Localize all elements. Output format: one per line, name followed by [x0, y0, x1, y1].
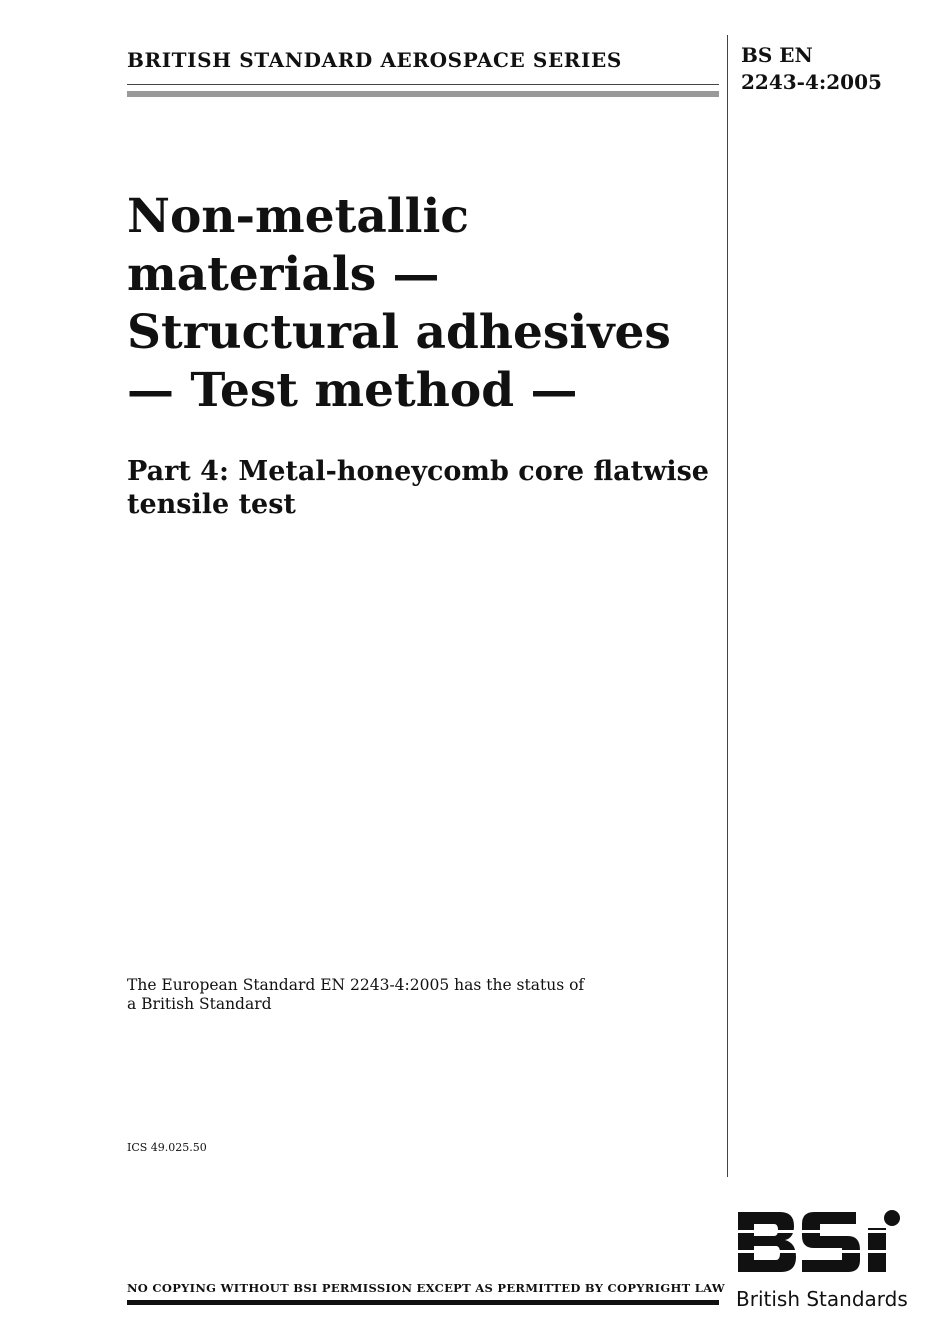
page-title: Non-metallic materials — Structural adhesives — Test method — — [127, 189, 671, 418]
status-statement: The European Standard EN 2243-4:2005 has the status of a British Standard — [127, 976, 585, 1013]
document-number-line2: 2243-4:2005 — [741, 70, 882, 94]
header-rule-thick — [127, 91, 719, 97]
copyright-notice: NO COPYING WITHOUT BSI PERMISSION EXCEPT AS PERMITTED BY COPYRIGHT LAW — [127, 1281, 726, 1295]
bsi-logo-mark — [736, 1210, 906, 1272]
part-title: Part 4: Metal-honeycomb core flatwise tensile test — [127, 456, 709, 520]
ics-code: ICS 49.025.50 — [127, 1141, 207, 1154]
header-rule-thin — [127, 84, 719, 85]
footer-rule — [127, 1300, 719, 1305]
bsi-logo-text: British Standards — [736, 1287, 908, 1311]
series-title: BRITISH STANDARD AEROSPACE SERIES — [127, 48, 622, 72]
document-number — [741, 42, 882, 96]
vertical-divider — [727, 35, 728, 1177]
document-number-line1: BS EN — [741, 43, 813, 67]
